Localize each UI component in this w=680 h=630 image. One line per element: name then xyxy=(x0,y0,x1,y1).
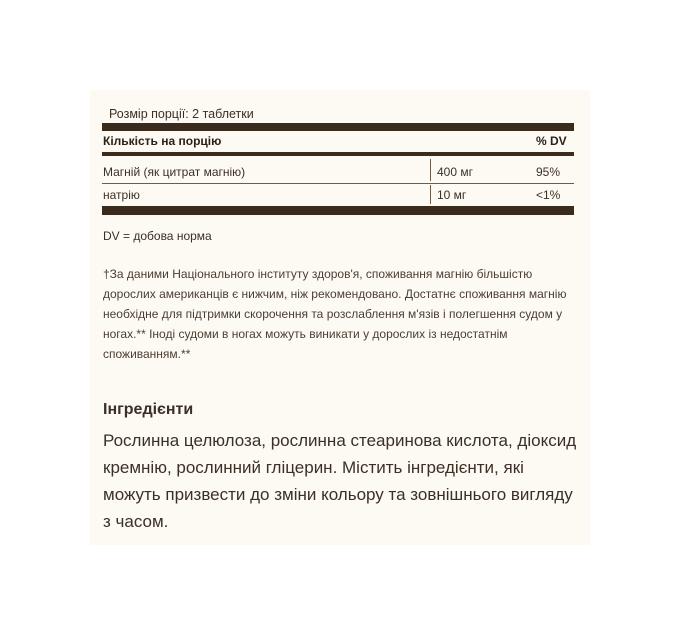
supplement-facts-panel xyxy=(90,90,590,545)
top-divider-bar xyxy=(102,123,574,131)
daily-value-header: % DV xyxy=(536,134,567,148)
ingredients-text: Рослинна целюлоза, рослинна стеаринова кислота, діоксид кремнію, рослинний гліцерин. Містить інгредієнти, які можуть призвести до зміни кольору та зовнішнього вигляду з часом. xyxy=(103,431,577,531)
serving-size: Розмір порції: 2 таблетки xyxy=(109,107,254,121)
bottom-divider-bar xyxy=(102,206,574,215)
footnote: †За даними Національного інституту здоров'я, споживання магнію більшістю дорослих американців є нижчим, ніж рекомендовано. Достатнє споживання магнію необхідне для підтримки скорочення та розслаблення м'язів і полегшення судом у ногах.** Іноді судоми в ногах можуть виникати у дорослих із недостатнім споживанням.** xyxy=(103,267,567,361)
nutrient-amount: 10 мг xyxy=(437,188,467,202)
nutrient-dv: 95% xyxy=(536,165,561,179)
nutrient-dv: <1% xyxy=(536,188,561,202)
column-divider xyxy=(430,159,431,181)
ingredients-title: Інгредієнти xyxy=(103,401,194,418)
daily-value-note: DV = добова норма xyxy=(103,229,212,243)
amount-per-serving-header: Кількість на порцію xyxy=(103,134,222,148)
column-divider xyxy=(430,185,431,204)
row-divider xyxy=(102,183,574,184)
header-divider-bar xyxy=(102,152,574,156)
nutrient-name: натрію xyxy=(103,188,140,202)
nutrient-amount: 400 мг xyxy=(437,165,473,179)
nutrient-name: Магній (як цитрат магнію) xyxy=(103,165,246,179)
